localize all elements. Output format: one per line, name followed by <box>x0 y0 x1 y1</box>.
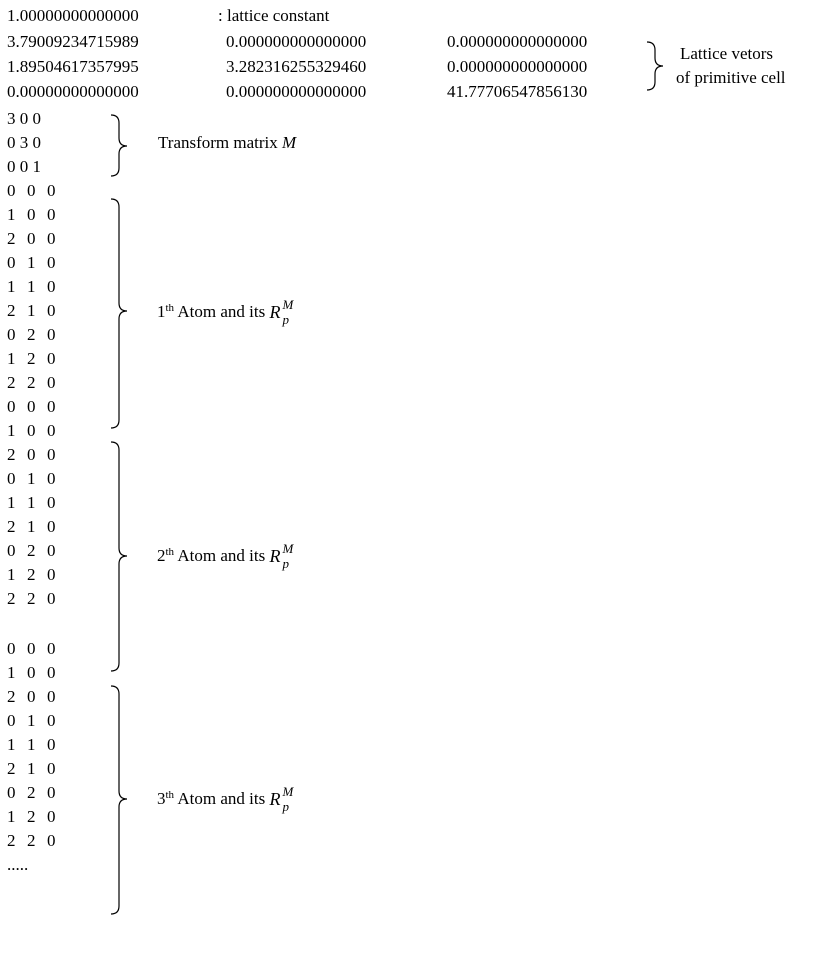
lattice-vector-3-z: 41.77706547856130 <box>447 82 588 101</box>
atom-row: 2 2 0 <box>7 831 56 850</box>
atom-row: 0 2 0 <box>7 325 56 344</box>
atom-row: 0 0 0 <box>7 181 56 200</box>
atom-row: 0 0 0 <box>7 397 56 416</box>
atom-row: 0 0 0 <box>7 639 56 658</box>
atom-row: 2 0 0 <box>7 445 56 464</box>
atom-row: 0 1 0 <box>7 469 56 488</box>
lattice-annotation-line2: of primitive cell <box>676 68 786 87</box>
lattice-vector-3-x: 0.00000000000000 <box>7 82 139 101</box>
atom-row: 0 1 0 <box>7 711 56 730</box>
atom-ordinal-suffix: th <box>165 546 175 558</box>
atom-row: 1 0 0 <box>7 421 56 440</box>
lattice-vector-1-z: 0.000000000000000 <box>447 32 588 51</box>
atom-row: 1 2 0 <box>7 349 56 368</box>
atom-row: 1 2 0 <box>7 807 56 826</box>
atom-row: 0 1 0 <box>7 253 56 272</box>
atom-row: 2 0 0 <box>7 229 56 248</box>
atom-row: 0 2 0 <box>7 541 56 560</box>
transform-matrix-label-text: Transform matrix <box>158 133 278 152</box>
atom-ordinal: 3 <box>157 789 166 808</box>
atom-row: 2 1 0 <box>7 759 56 778</box>
lattice-vectors-brace <box>647 42 663 90</box>
lattice-vector-1-x: 3.79009234715989 <box>7 32 139 51</box>
atom-row: 0 2 0 <box>7 783 56 802</box>
atom-row: 1 0 0 <box>7 205 56 224</box>
atom-ordinal: 2 <box>157 546 166 565</box>
atom-3-annotation <box>157 784 299 814</box>
atom-row: 1 2 0 <box>7 565 56 584</box>
atom-row: 1 1 0 <box>7 493 56 512</box>
atom-row: 2 0 0 <box>7 687 56 706</box>
transform-matrix-label <box>158 131 296 155</box>
atom-3-brace <box>111 686 127 914</box>
atom-1-brace <box>111 199 127 428</box>
rpm-symbol: R M p <box>269 784 294 814</box>
atom-label: Atom and its <box>177 546 266 565</box>
atom-row: 1 1 0 <box>7 277 56 296</box>
lattice-vector-2-z: 0.000000000000000 <box>447 57 588 76</box>
atom-1-annotation <box>157 297 299 327</box>
atom-row: 2 2 0 <box>7 589 56 608</box>
transform-matrix-brace <box>111 115 127 176</box>
atom-label: Atom and its <box>177 302 266 321</box>
rpm-symbol: R M p <box>269 297 294 327</box>
rpm-symbol: R M p <box>269 541 294 571</box>
atom-row: 1 0 0 <box>7 663 56 682</box>
lattice-annotation-line1: Lattice vetors <box>680 44 773 63</box>
continuation-ellipsis: ..... <box>7 855 29 874</box>
lattice-constant-value: 1.00000000000000 <box>7 6 139 25</box>
atom-ordinal: 1 <box>157 302 166 321</box>
lattice-vector-3-y: 0.000000000000000 <box>226 82 367 101</box>
atom-row: 1 1 0 <box>7 735 56 754</box>
lattice-vector-2-x: 1.89504617357995 <box>7 57 139 76</box>
atom-row: 2 1 0 <box>7 517 56 536</box>
transform-matrix-symbol: M <box>282 133 297 152</box>
lattice-vector-1-y: 0.000000000000000 <box>226 32 367 51</box>
lattice-constant-label: : lattice constant <box>218 6 330 25</box>
transform-matrix-row: 3 0 0 <box>7 109 41 128</box>
atom-row: 2 1 0 <box>7 301 56 320</box>
atom-2-annotation <box>157 541 299 571</box>
transform-matrix-row: 0 0 1 <box>7 157 41 176</box>
atom-ordinal-suffix: th <box>165 789 175 801</box>
transform-matrix-row: 0 3 0 <box>7 133 41 152</box>
atom-row: 2 2 0 <box>7 373 56 392</box>
atom-label: Atom and its <box>177 789 266 808</box>
atom-2-brace <box>111 442 127 671</box>
atom-ordinal-suffix: th <box>165 302 175 314</box>
lattice-vector-2-y: 3.282316255329460 <box>226 57 367 76</box>
